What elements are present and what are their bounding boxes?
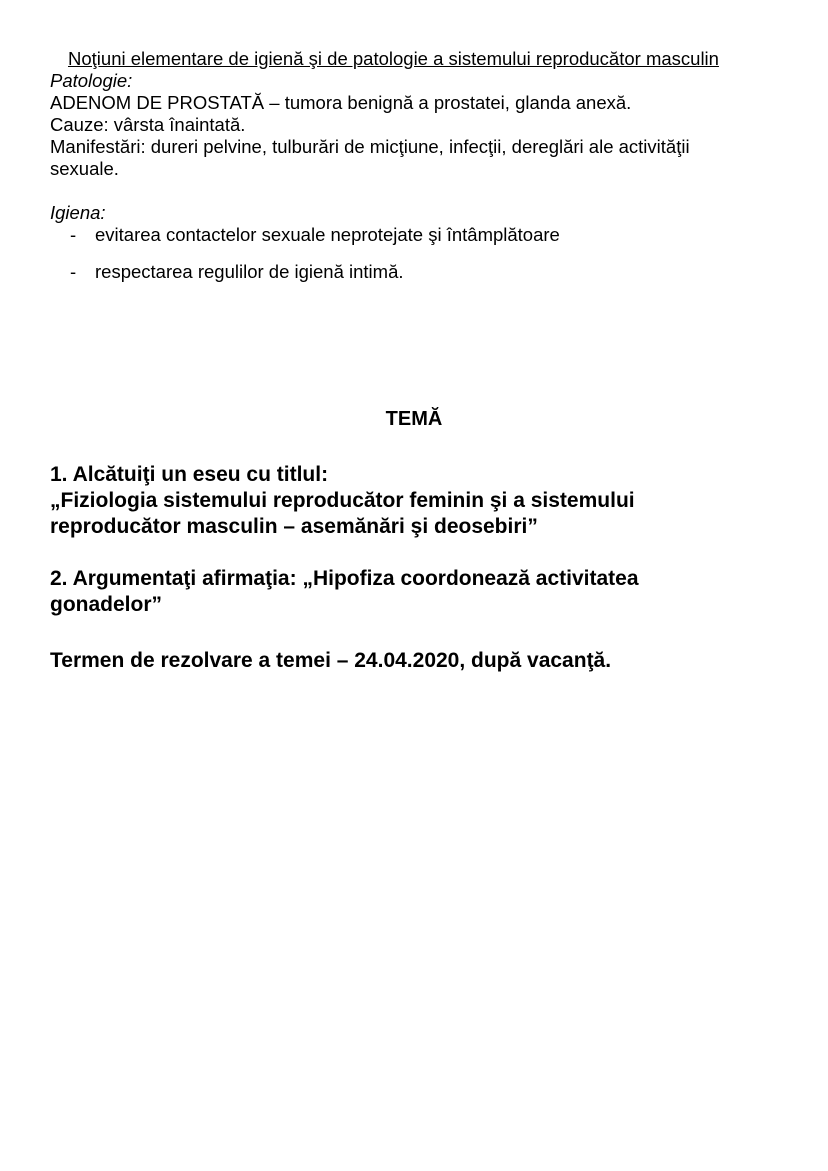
document-title: Noţiuni elementare de igienă şi de patologie a sistemului reproducător masculin	[68, 48, 719, 69]
task-2-line: gonadelor”	[50, 593, 163, 616]
list-item	[50, 261, 770, 283]
document-page	[50, 48, 770, 298]
dash-bullet-icon: -	[70, 261, 77, 282]
task-1-line: „Fiziologia sistemului reproducător feminin şi a sistemului	[50, 489, 635, 512]
patologie-line: sexuale.	[50, 158, 119, 179]
patologie-line: Cauze: vârsta înaintată.	[50, 114, 246, 135]
igiena-heading: Igiena:	[50, 202, 106, 223]
patologie-line: ADENOM DE PROSTATĂ – tumora benignă a prostatei, glanda anexă.	[50, 92, 632, 113]
dash-bullet-icon: -	[70, 224, 77, 245]
tema-heading: TEMĂ	[385, 408, 443, 430]
deadline-text: Termen de rezolvare a temei – 24.04.2020, după vacanţă.	[50, 649, 612, 672]
list-item	[50, 224, 770, 246]
deadline	[50, 648, 770, 674]
task-2-line: 2. Argumentaţi afirmaţia: „Hipofiza coordonează activitatea	[50, 567, 639, 590]
task-2	[50, 566, 770, 618]
list-item-text: evitarea contactelor sexuale neprotejate şi întâmplătoare	[95, 224, 560, 245]
patologie-line: Manifestări: dureri pelvine, tulburări de micţiune, infecţii, dereglări ale activităţii	[50, 136, 690, 157]
task-1-line: 1. Alcătuiţi un eseu cu titlul:	[50, 463, 329, 486]
task-1	[50, 462, 770, 540]
spacer	[50, 180, 770, 202]
patologie-heading: Patologie:	[50, 70, 133, 91]
list-item-text: respectarea regulilor de igienă intimă.	[95, 261, 404, 282]
igiena-list	[50, 224, 770, 283]
task-1-line: reproducător masculin – asemănări şi deosebiri”	[50, 515, 538, 538]
